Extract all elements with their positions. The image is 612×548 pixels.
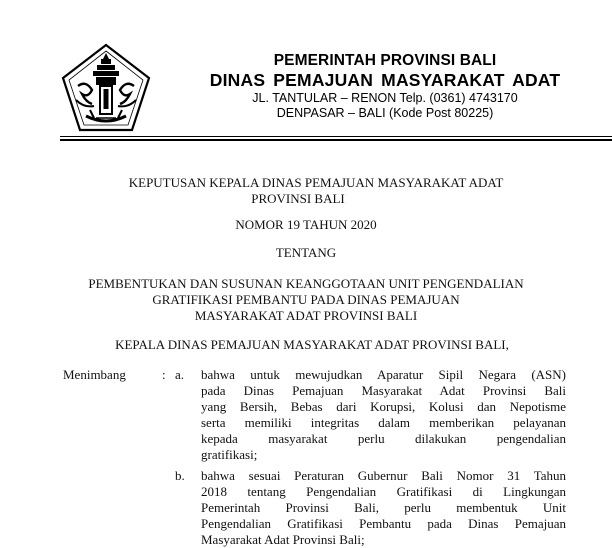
item-a-line: kepada masyarakat perlu dilakukan pengendalian (201, 431, 566, 446)
item-b-line: bahwa sesuai Peraturan Gubernur Bali Nomor 31 Tahun (201, 468, 566, 483)
item-a-line: serta memiliki integritas dalam memberikan pelayanan (201, 415, 566, 430)
letterhead-rule-bottom (60, 139, 612, 141)
item-b-line: Pemerintah Provinsi Bali, perlu membentuk Unit (201, 500, 566, 515)
item-a-line: gratifikasi; (201, 447, 258, 462)
item-b-marker: b. (175, 468, 185, 483)
item-b-line: Pengendalian Gratifikasi Pembantu pada Dinas Pemajuan (201, 516, 566, 531)
decree-subject-line1: PEMBENTUKAN DAN SUSUNAN KEANGGOTAAN UNIT PENGENDALIAN (88, 276, 524, 291)
letterhead (200, 51, 570, 121)
decree-number: NOMOR 19 TAHUN 2020 (235, 217, 377, 232)
decree-authority: KEPALA DINAS PEMAJUAN MASYARAKAT ADAT PROVINSI BALI, (115, 337, 509, 352)
letterhead-agency: DINAS PEMAJUAN MASYARAKAT ADAT (209, 70, 561, 90)
letterhead-city: DENPASAR – BALI (Kode Post 80225) (276, 106, 494, 120)
item-a-marker: a. (175, 367, 185, 382)
decree-subject-line3: MASYARAKAT ADAT PROVINSI BALI (194, 308, 418, 323)
menimbang-colon: : (162, 367, 166, 382)
item-a-line: yang Bersih, Bebas dari Korupsi, Kolusi dan Nepotisme (201, 399, 566, 414)
decree-title-line2: PROVINSI BALI (251, 191, 345, 206)
item-b-line: 2018 tentang Pengendalian Gratifikasi di Lingkungan (201, 484, 566, 499)
letterhead-government: PEMERINTAH PROVINSI BALI (273, 52, 497, 69)
decree-tentang: TENTANG (275, 245, 337, 260)
menimbang-label: Menimbang (63, 367, 126, 382)
letterhead-rule-top (60, 136, 612, 137)
item-a-line: pada Dinas Pemajuan Masyarakat Adat Provinsi Bali (201, 383, 566, 398)
bali-province-emblem (56, 42, 156, 138)
decree-title-line1: KEPUTUSAN KEPALA DINAS PEMAJUAN MASYARAKAT ADAT (128, 175, 504, 190)
item-b-text (201, 468, 566, 548)
letterhead-address: JL. TANTULAR – RENON Telp. (0361) 4743170 (252, 91, 518, 105)
item-a-text (201, 367, 566, 463)
item-a-line: bahwa untuk mewujudkan Aparatur Sipil Negara (ASN) (201, 367, 566, 382)
decree-subject-line2: GRATIFIKASI PEMBANTU PADA DINAS PEMAJUAN (152, 292, 460, 307)
item-b-line: Masyarakat Adat Provinsi Bali; (201, 532, 365, 547)
